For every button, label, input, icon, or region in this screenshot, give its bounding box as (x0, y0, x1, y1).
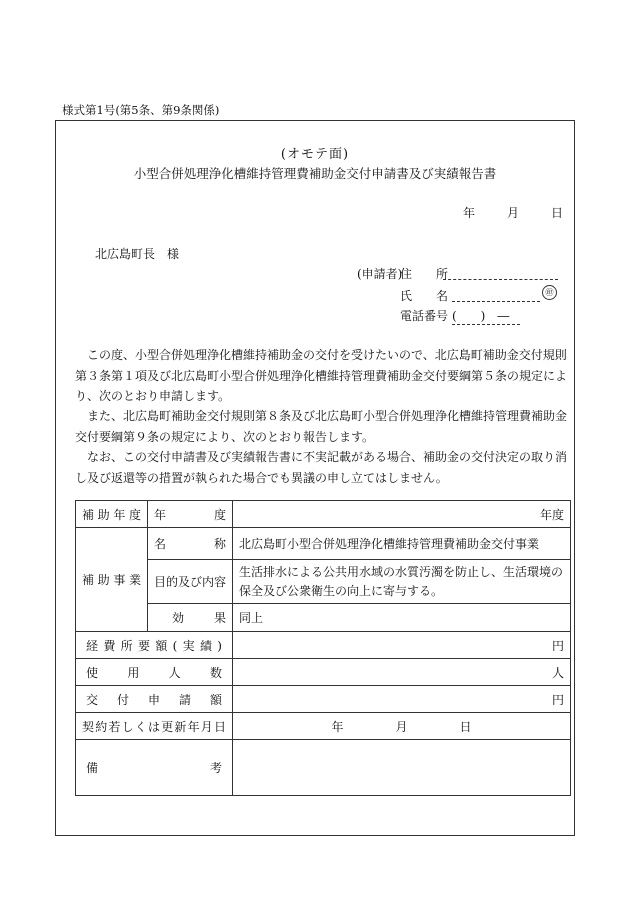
date-year: 年 (463, 206, 476, 220)
table-row (76, 740, 571, 796)
nendo-label: 年 度 (148, 501, 233, 528)
contract-date-label: 契約若しくは更新年月日 (76, 713, 233, 740)
table-row (76, 659, 571, 686)
front-side-label: (オモテ面) (280, 147, 350, 162)
phone-label: 電話番号 (400, 309, 449, 323)
subsidy-details-table (75, 500, 571, 796)
effect-label: 効 果 (148, 604, 233, 632)
document-title: 小型合併処理浄化槽維持管理費補助金交付申請書及び実績報告書 (133, 166, 497, 181)
table-row (76, 528, 571, 560)
table-row (76, 560, 571, 604)
purpose-value: 生活排水による公共用水域の水質汚濁を防止し、生活環境の保全及び公衆衛生の向上に寄与する。 (233, 560, 571, 604)
addressee: 北広島町長 様 (95, 247, 180, 261)
declaration-statement: なお、この交付申請書及び実績報告書に不実記載がある場合、補助金の交付決定の取り消し及び返還等の措置が執られた場合でも異議の申し立てはしません。 (75, 450, 568, 485)
date-line (463, 204, 563, 221)
address-field[interactable] (443, 265, 558, 280)
contract-day: 日 (459, 719, 472, 734)
table-row (76, 501, 571, 528)
date-day: 日 (551, 206, 564, 220)
purpose-label: 目的及び内容 (148, 560, 233, 604)
name-field[interactable] (452, 287, 540, 302)
users-label: 使用人数 (76, 659, 233, 686)
nendo-value[interactable]: 年度 (233, 501, 571, 528)
date-month: 月 (507, 206, 520, 220)
project-name-value: 北広島町小型合併処理浄化槽維持管理費補助金交付事業 (233, 528, 571, 560)
fiscal-year-label: 補助年度 (76, 501, 148, 528)
contract-year: 年 (331, 719, 344, 734)
remarks-label: 備考 (76, 740, 233, 796)
cost-label: 経費所要額(実績) (76, 632, 233, 659)
address-label: 住 所 (400, 267, 449, 281)
project-name-label: 名 称 (148, 528, 233, 560)
remarks-value[interactable] (233, 740, 571, 796)
seal-mark-icon: ㊞ (542, 285, 557, 300)
name-label: 氏 名 (400, 289, 449, 303)
effect-value: 同上 (233, 604, 571, 632)
table-row (76, 632, 571, 659)
table-row (76, 604, 571, 632)
cost-unit[interactable]: 円 (233, 632, 571, 659)
grant-label: 交付申請額 (76, 686, 233, 713)
phone-field[interactable]: ( ) ― (452, 307, 520, 325)
contract-date-value[interactable] (233, 713, 571, 740)
grant-unit[interactable]: 円 (233, 686, 571, 713)
contract-month: 月 (395, 719, 408, 734)
report-statement: また、北広島町補助金交付規則第８条及び北広島町小型合併処理浄化槽維持管理費補助金交付要綱第９条の規定により、次のとおり報告します。 (75, 409, 568, 444)
users-unit[interactable]: 人 (233, 659, 571, 686)
project-label: 補助事業 (76, 528, 148, 632)
table-row (76, 713, 571, 740)
applicant-label: (申請者) (357, 267, 403, 281)
table-row (76, 686, 571, 713)
form-number-label: 様式第1号(第5条、第9条関係) (62, 103, 220, 117)
application-statement: この度、小型合併処理浄化槽維持補助金の交付を受けたいので、北広島町補助金交付規則第３条第１項及び北広島町小型合併処理浄化槽維持管理費補助金交付要綱第５条の規定により、次のとおり申請します。 (75, 348, 568, 403)
